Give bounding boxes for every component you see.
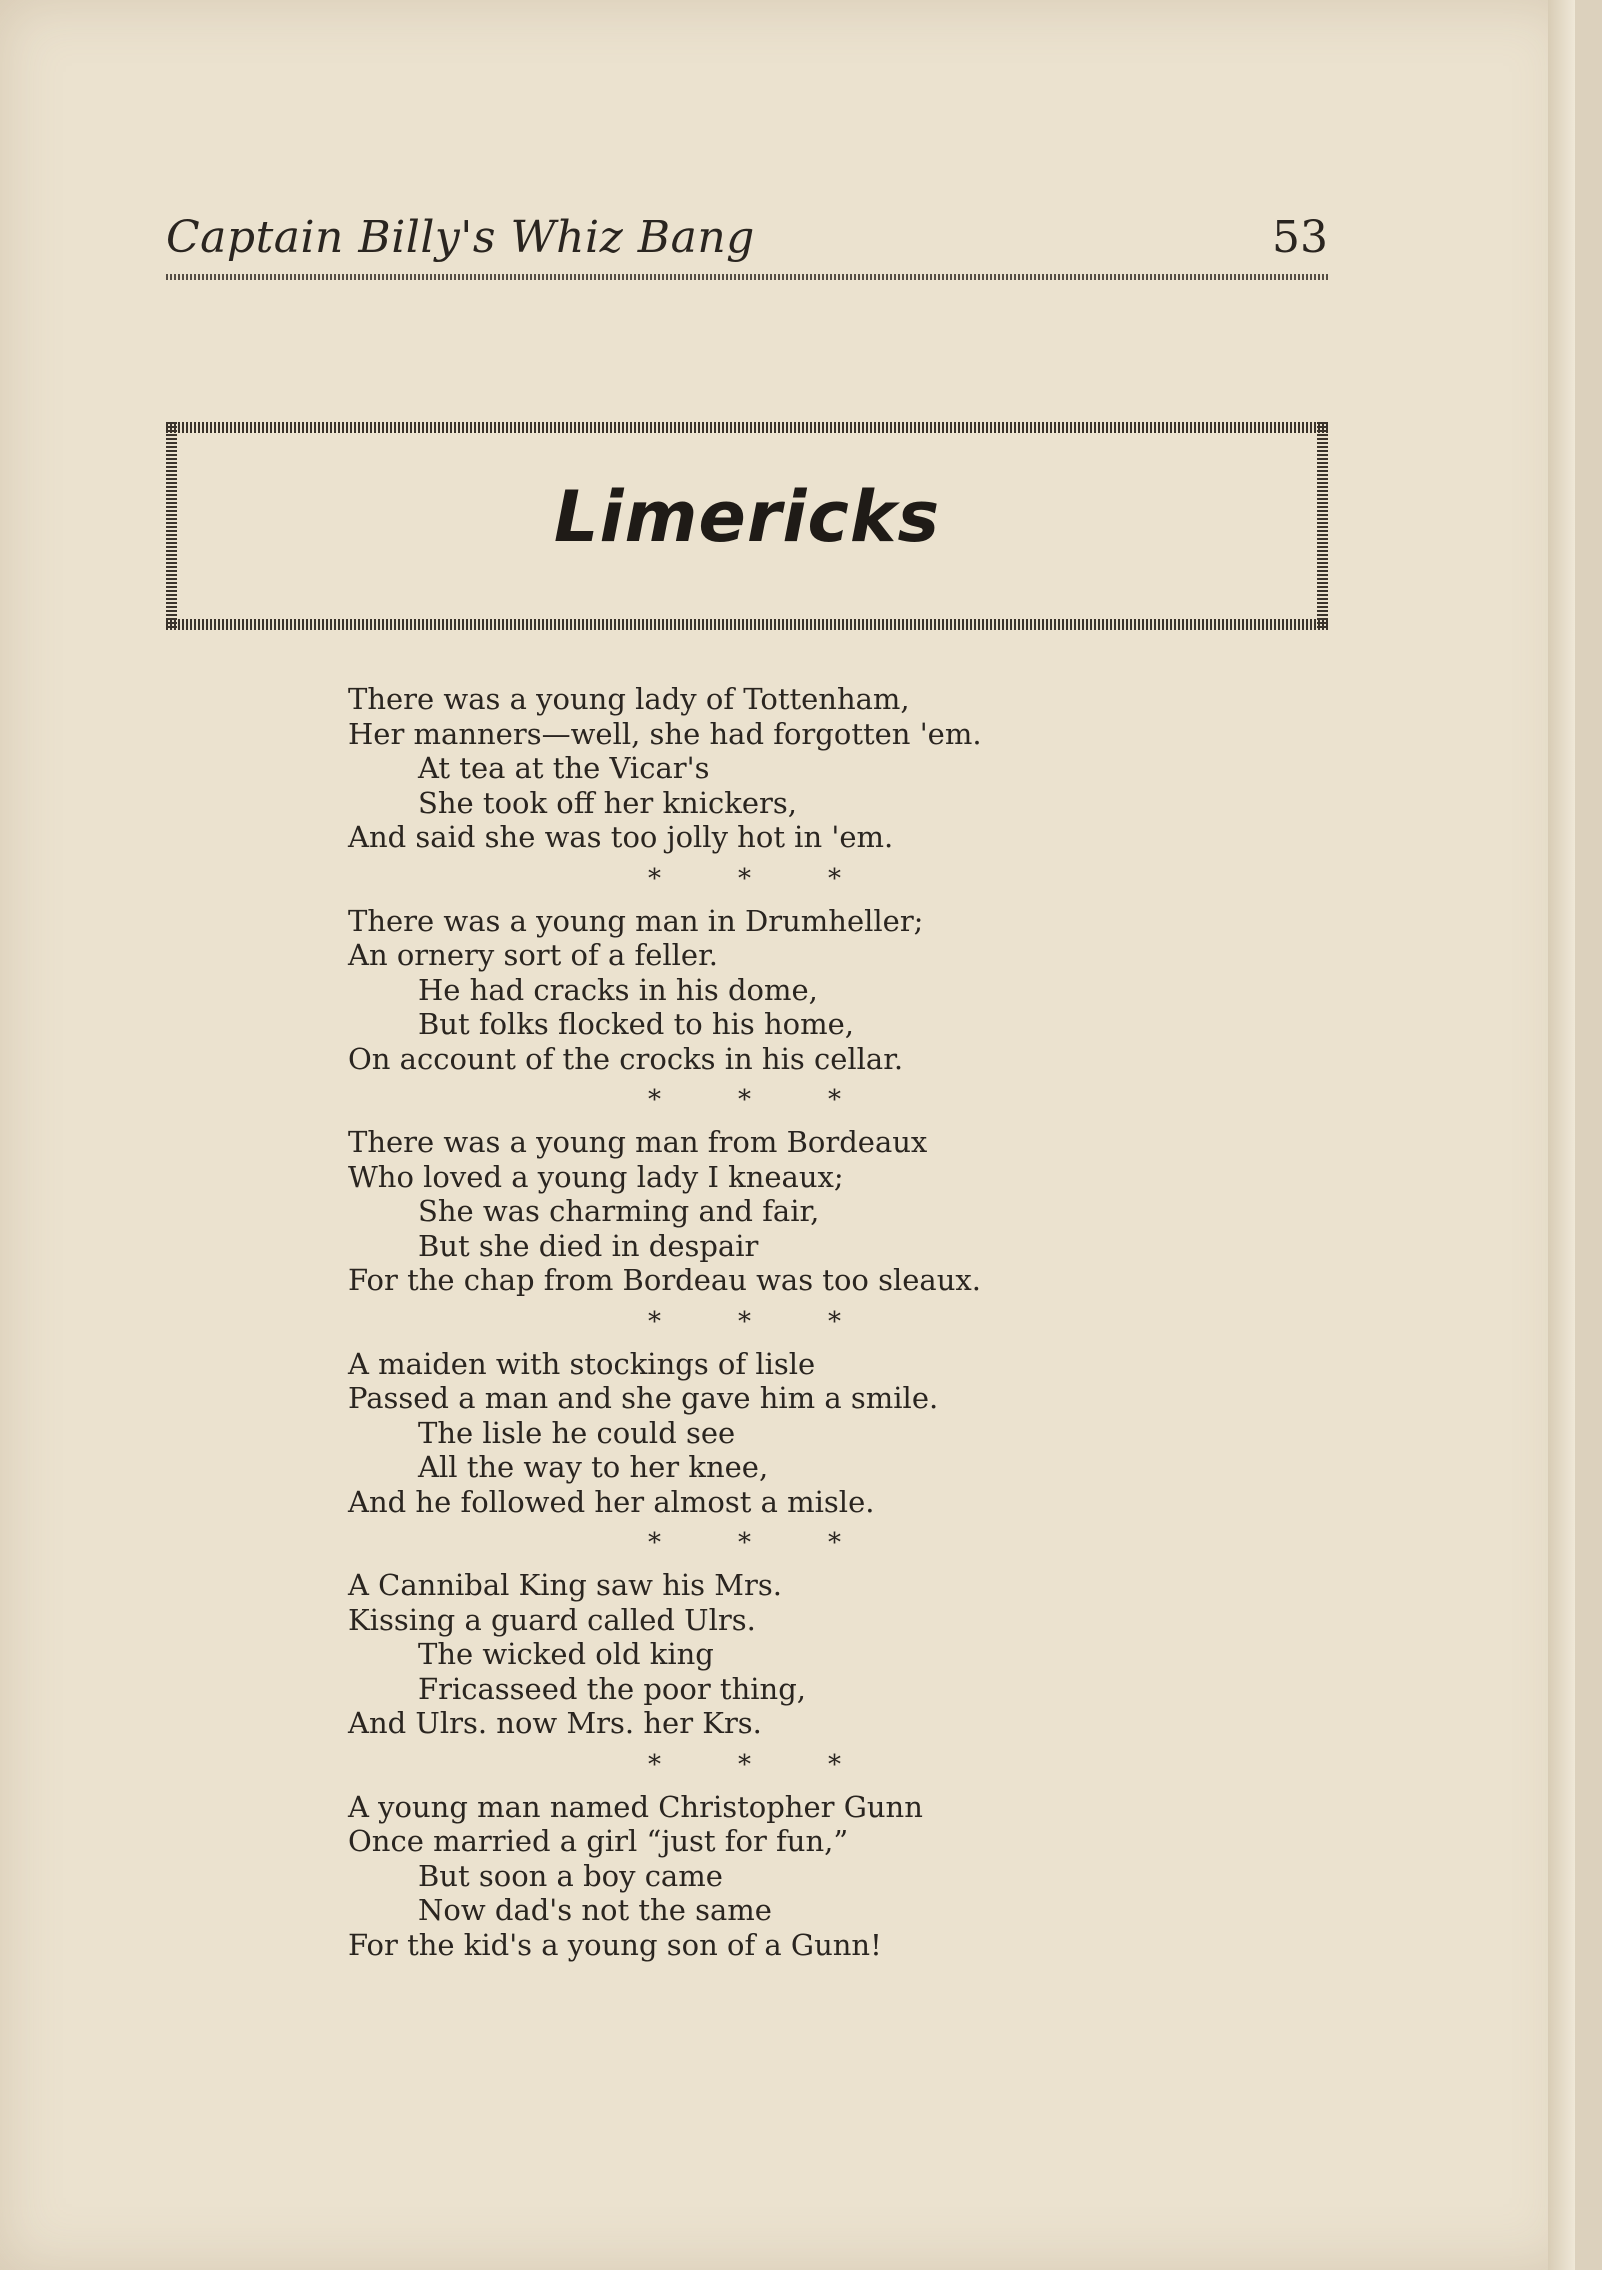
limerick-line: Who loved a young lady I kneaux; (348, 1159, 844, 1194)
separator-asterisk: * (738, 1085, 751, 1115)
title-box-bottom-border (166, 619, 1328, 630)
limerick-line: But folks flocked to his home, (418, 1007, 854, 1041)
limerick-line: Fricasseed the poor thing, (418, 1671, 807, 1706)
limerick-line: There was a young man from Bordeaux (348, 1125, 928, 1159)
limerick-line: Once married a girl “just for fun,” (348, 1824, 849, 1858)
separator-asterisk: * (648, 1528, 661, 1558)
page-header (166, 212, 1328, 272)
limerick-line: On account of the crocks in his cellar. (348, 1041, 904, 1076)
limerick-line: He had cracks in his dome, (418, 972, 818, 1007)
limerick-line: Passed a man and she gave him a smile. (348, 1381, 939, 1415)
limerick (348, 904, 1228, 1077)
title-box-top-border (166, 422, 1328, 433)
limerick-line: The wicked old king (418, 1637, 714, 1671)
limerick-line: And he followed her almost a misle. (348, 1484, 875, 1519)
limerick (348, 1790, 1228, 1963)
limerick-line: For the kid's a young son of a Gunn! (348, 1927, 882, 1962)
separator-asterisk: * (648, 863, 661, 894)
separator-asterisk: * (738, 1749, 751, 1780)
running-title: Captain Billy's Whiz Bang (166, 212, 755, 263)
limerick-line: Her manners—well, she had forgotten 'em. (348, 716, 982, 751)
separator-asterisk: * (828, 1085, 841, 1115)
stanza-separator (348, 1076, 1228, 1125)
limerick-line: An ornery sort of a feller. (348, 938, 718, 972)
limerick (348, 1125, 1228, 1298)
limerick-line: A young man named Christopher Gunn (348, 1789, 923, 1824)
limerick-line: At tea at the Vicar's (418, 751, 710, 785)
separator-asterisk: * (648, 1749, 661, 1780)
separator-asterisk: * (828, 1306, 841, 1337)
separator-asterisk: * (828, 1749, 841, 1780)
limerick-line: And said she was too jolly hot in 'em. (348, 820, 894, 854)
limerick-line: Now dad's not the same (418, 1893, 772, 1927)
limerick (348, 1347, 1228, 1520)
separator-asterisk: * (648, 1306, 661, 1337)
limerick-line: Kissing a guard called Ulrs. (348, 1602, 756, 1637)
stanza-separator (348, 1519, 1228, 1568)
stanza-separator (348, 1741, 1228, 1790)
page-edge (1548, 0, 1575, 2270)
limerick-line: She was charming and fair, (418, 1194, 820, 1228)
limerick-line: She took off her knickers, (418, 785, 797, 820)
limerick-line: A maiden with stockings of lisle (348, 1346, 816, 1381)
limerick-line: But soon a boy came (418, 1858, 723, 1893)
limerick-line: But she died in despair (418, 1228, 759, 1263)
separator-asterisk: * (828, 863, 841, 894)
separator-asterisk: * (738, 863, 751, 894)
stanza-separator (348, 1298, 1228, 1347)
limerick (348, 682, 1228, 855)
section-title: Limericks (553, 476, 941, 558)
limerick-line: There was a young lady of Tottenham, (348, 682, 910, 716)
separator-asterisk: * (738, 1306, 751, 1337)
limerick-line: For the chap from Bordeau was too sleaux. (348, 1263, 981, 1297)
limerick (348, 1568, 1228, 1741)
stanza-separator (348, 855, 1228, 904)
separator-asterisk: * (828, 1528, 841, 1558)
separator-asterisk: * (738, 1528, 751, 1558)
section-title-box (166, 422, 1328, 630)
separator-asterisk: * (648, 1085, 661, 1115)
limerick-line: The lisle he could see (418, 1415, 736, 1450)
page-number: 53 (1272, 212, 1328, 263)
limerick-line: All the way to her knee, (418, 1450, 769, 1484)
limerick-line: A Cannibal King saw his Mrs. (348, 1568, 782, 1602)
limerick-line: There was a young man in Drumheller; (348, 903, 924, 938)
limerick-list (348, 682, 1228, 1962)
limerick-line: And Ulrs. now Mrs. her Krs. (348, 1706, 762, 1740)
header-rule (166, 274, 1328, 280)
